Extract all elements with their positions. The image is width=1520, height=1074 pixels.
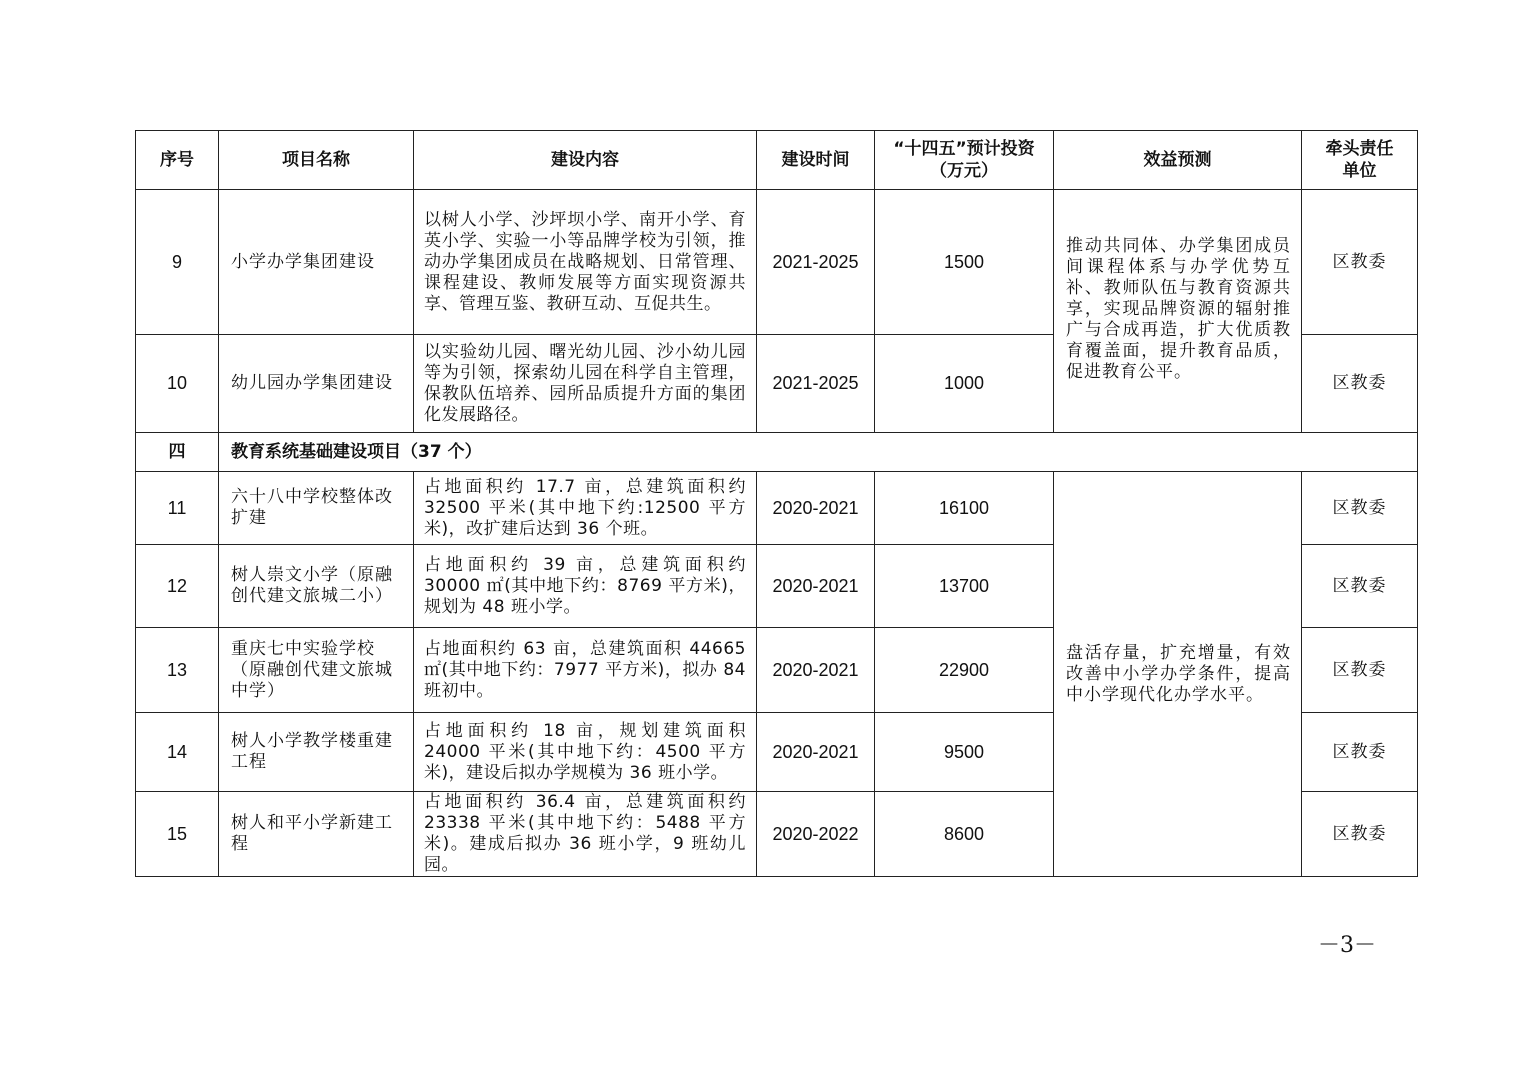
row-seq: 10 xyxy=(136,335,219,433)
header-benefit: 效益预测 xyxy=(1054,131,1302,190)
section-title: 教育系统基础建设项目（37 个） xyxy=(219,433,1418,472)
row-seq: 14 xyxy=(136,713,219,792)
row-name: 小学办学集团建设 xyxy=(219,190,414,335)
table-row xyxy=(136,190,1418,335)
row-unit: 区教委 xyxy=(1302,335,1418,433)
row-unit: 区教委 xyxy=(1302,713,1418,792)
header-unit-line1: 牵头责任 xyxy=(1325,139,1394,159)
row-content: 以树人小学、沙坪坝小学、南开小学、育英小学、实验一小等品牌学校为引领，推动办学集团成员在战略规划、日常管理、课程建设、教师发展等方面实现资源共享、管理互鉴、教研互动、互促共生。 xyxy=(414,190,757,335)
row-unit: 区教委 xyxy=(1302,545,1418,628)
row-investment: 1000 xyxy=(875,335,1054,433)
table-row xyxy=(136,472,1418,545)
header-unit xyxy=(1302,131,1418,190)
table-header-row xyxy=(136,131,1418,190)
section-row xyxy=(136,433,1418,472)
row-investment: 22900 xyxy=(875,628,1054,713)
row-content: 占地面积约 17.7 亩，总建筑面积约 32500 平米(其中地下约:12500 平方米)，改扩建后达到 36 个班。 xyxy=(414,472,757,545)
row-seq: 11 xyxy=(136,472,219,545)
row-name: 重庆七中实验学校（原融创代建文旅城中学） xyxy=(219,628,414,713)
row-investment: 13700 xyxy=(875,545,1054,628)
section-seq: 四 xyxy=(136,433,219,472)
row-time: 2020-2021 xyxy=(757,545,875,628)
row-unit: 区教委 xyxy=(1302,792,1418,877)
row-content: 以实验幼儿园、曙光幼儿园、沙小幼儿园等为引领，探索幼儿园在科学自主管理，保教队伍培养、园所品质提升方面的集团化发展路径。 xyxy=(414,335,757,433)
benefit-group-a: 推动共同体、办学集团成员间课程体系与办学优势互补、教师队伍与教育资源共享，实现品牌资源的辐射推广与合成再造，扩大优质教育覆盖面，提升教育品质，促进教育公平。 xyxy=(1054,190,1302,433)
header-time: 建设时间 xyxy=(757,131,875,190)
header-unit-line2: 单位 xyxy=(1342,161,1377,181)
row-seq: 9 xyxy=(136,190,219,335)
header-investment-line2: （万元） xyxy=(930,161,998,181)
row-seq: 13 xyxy=(136,628,219,713)
row-seq: 15 xyxy=(136,792,219,877)
page-number: －3－ xyxy=(1318,933,1376,958)
row-seq: 12 xyxy=(136,545,219,628)
row-time: 2021-2025 xyxy=(757,335,875,433)
row-name: 树人和平小学新建工程 xyxy=(219,792,414,877)
header-seq: 序号 xyxy=(136,131,219,190)
header-name: 项目名称 xyxy=(219,131,414,190)
row-name: 幼儿园办学集团建设 xyxy=(219,335,414,433)
row-time: 2021-2025 xyxy=(757,190,875,335)
row-content: 占地面积约 18 亩，规划建筑面积 24000 平米(其中地下约：4500 平方米)，建设后拟办学规模为 36 班小学。 xyxy=(414,713,757,792)
row-unit: 区教委 xyxy=(1302,190,1418,335)
header-content: 建设内容 xyxy=(414,131,757,190)
row-time: 2020-2021 xyxy=(757,472,875,545)
header-investment-line1: “十四五”预计投资 xyxy=(893,139,1035,159)
row-unit: 区教委 xyxy=(1302,628,1418,713)
row-time: 2020-2021 xyxy=(757,713,875,792)
benefit-group-b: 盘活存量，扩充增量，有效改善中小学办学条件，提高中小学现代化办学水平。 xyxy=(1054,472,1302,877)
row-name: 六十八中学校整体改扩建 xyxy=(219,472,414,545)
row-name: 树人崇文小学（原融创代建文旅城二小） xyxy=(219,545,414,628)
row-investment: 1500 xyxy=(875,190,1054,335)
row-investment: 8600 xyxy=(875,792,1054,877)
row-time: 2020-2021 xyxy=(757,628,875,713)
row-investment: 16100 xyxy=(875,472,1054,545)
row-content: 占地面积约 36.4 亩，总建筑面积约 23338 平米(其中地下约：5488 平方米)。建成后拟办 36 班小学，9 班幼儿园。 xyxy=(414,792,757,877)
row-time: 2020-2022 xyxy=(757,792,875,877)
row-content: 占地面积约 63 亩，总建筑面积 44665 ㎡(其中地下约：7977 平方米)，拟办 84 班初中。 xyxy=(414,628,757,713)
row-name: 树人小学教学楼重建工程 xyxy=(219,713,414,792)
row-unit: 区教委 xyxy=(1302,472,1418,545)
row-content: 占地面积约 39 亩，总建筑面积约 30000 ㎡(其中地下约：8769 平方米)，规划为 48 班小学。 xyxy=(414,545,757,628)
project-table xyxy=(135,130,1418,877)
row-investment: 9500 xyxy=(875,713,1054,792)
header-investment xyxy=(875,131,1054,190)
